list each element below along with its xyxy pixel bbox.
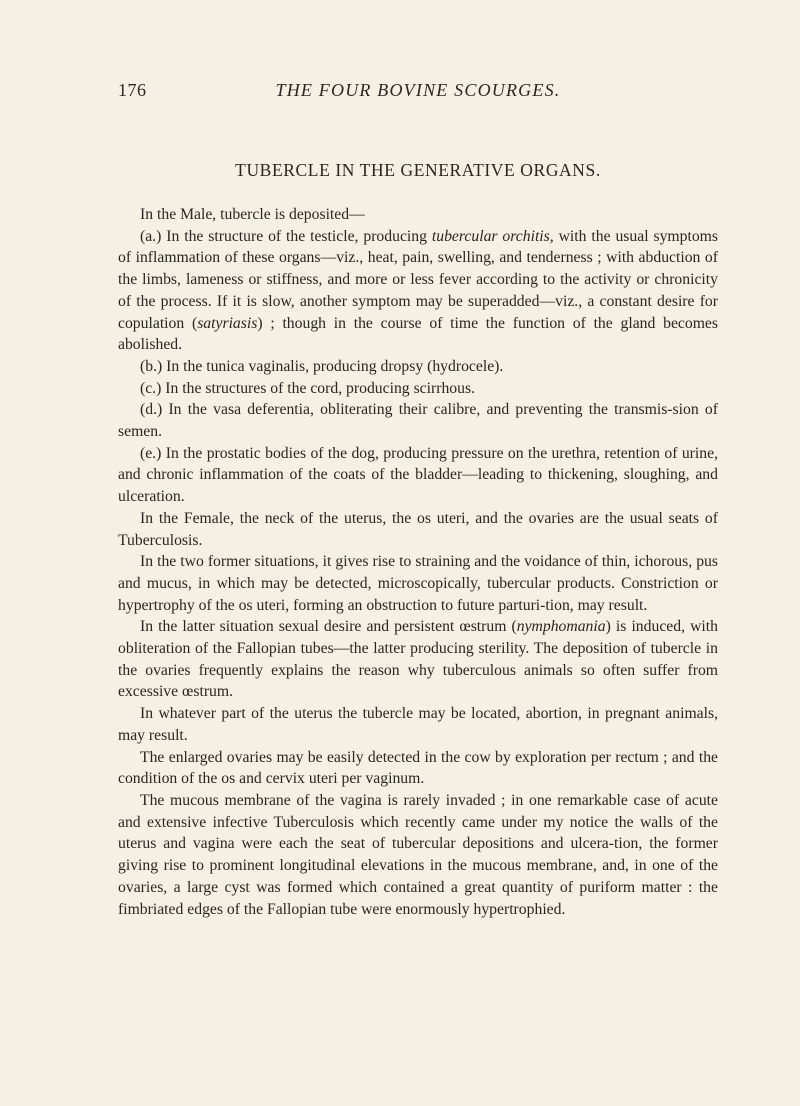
- paragraph-d-text: In the vasa deferentia, obliterating their calibre, and preventing the transmis-sion of semen.: [118, 401, 718, 441]
- paragraph-a: [118, 226, 718, 356]
- section-title: TUBERCLE IN THE GENERATIVE ORGANS.: [235, 160, 601, 180]
- paragraph-c-text: In the structures of the cord, producing scirrhous.: [161, 379, 476, 397]
- paragraph-e-text: In the prostatic bodies of the dog, producing pressure on the urethra, retention of urine, and chronic inflammation of the coats of the bladder—leading to thickening, sloughing, and ulceration.: [118, 444, 718, 506]
- paragraph-b-text: In the tunica vaginalis, producing dropsy (hydrocele).: [162, 357, 504, 375]
- item-label-e: (e.): [140, 444, 162, 462]
- paragraph-a-text-3: ) ; though in the course of time the function of the gland becomes abolished.: [118, 314, 718, 354]
- paragraph-enlarged-ovaries: The enlarged ovaries may be easily detected in the cow by exploration per rectum ; and the condition of the os and cervix uteri per vaginum.: [118, 748, 718, 788]
- item-label-d: (d.): [140, 401, 163, 419]
- paragraph-latter-text-2: ) is induced, with obliteration of the Fallopian tubes—the latter producing sterility. The deposition of tubercle in the ovaries frequently explains the reason why tuberculous animals so often suffer from excessive œstrum.: [118, 618, 718, 701]
- body-text: [118, 204, 718, 920]
- term-nymphomania: nymphomania: [516, 618, 606, 636]
- paragraph-d: [118, 399, 718, 442]
- paragraph-former-situations: In the two former situations, it gives rise to straining and the voidance of thin, ichorous, pus and mucus, in which may be detected, microscopically, tubercular products. Constriction or hypertrophy of the os uteri, forming an obstruction to future parturi-tion, may result.: [118, 553, 718, 614]
- term-satyriasis: satyriasis: [197, 314, 258, 332]
- page-number: 176: [118, 80, 147, 100]
- item-label-b: (b.): [140, 357, 163, 375]
- paragraph-female-intro: In the Female, the neck of the uterus, the os uteri, and the ovaries are the usual seats of Tuberculosis.: [118, 509, 718, 549]
- running-title: THE FOUR BOVINE SCOURGES.: [275, 80, 561, 100]
- item-label-c: (c.): [140, 379, 162, 397]
- item-label-a: (a.): [140, 227, 162, 245]
- paragraph-c: [118, 378, 718, 400]
- paragraph-b: [118, 356, 718, 378]
- paragraph-mucous-membrane: The mucous membrane of the vagina is rarely invaded ; in one remarkable case of acute and extensive infective Tuberculosis which recently came under my notice the walls of the uterus and vagina were each the seat of tubercular depositions and ulcera-tion, the former giving rise to prominent longitudinal elevations in the mucous membrane, and, in one of the ovaries, a large cyst was formed which contained a great quantity of puriform matter : the fimbriated edges of the Fallopian tube were enormously hypertrophied.: [118, 791, 718, 918]
- paragraph-a-text-2: with the usual symptoms of inflammation of these organs—viz., heat, pain, swelling, and tenderness ; with abduction of the limbs, lameness or stiffness, and more or less fever according to the activity or chronicity of the process. If it is slow, another symptom may be superadded—viz., a constant desire for copulation (: [118, 227, 718, 332]
- paragraph-a-text-1: In the structure of the testicle, producing: [161, 227, 432, 245]
- term-tubercular-orchitis: tubercular orchitis,: [431, 227, 554, 245]
- paragraph-e: [118, 443, 718, 508]
- paragraph-abortion: In whatever part of the uterus the tubercle may be located, abortion, in pregnant animals, may result.: [118, 705, 718, 744]
- paragraph-male-intro: In the Male, tubercle is deposited—: [140, 206, 365, 223]
- paragraph-latter-text-1: In the latter situation sexual desire and persistent œstrum (: [140, 618, 517, 636]
- paragraph-latter-situation: [118, 616, 718, 703]
- page-header: [118, 80, 718, 104]
